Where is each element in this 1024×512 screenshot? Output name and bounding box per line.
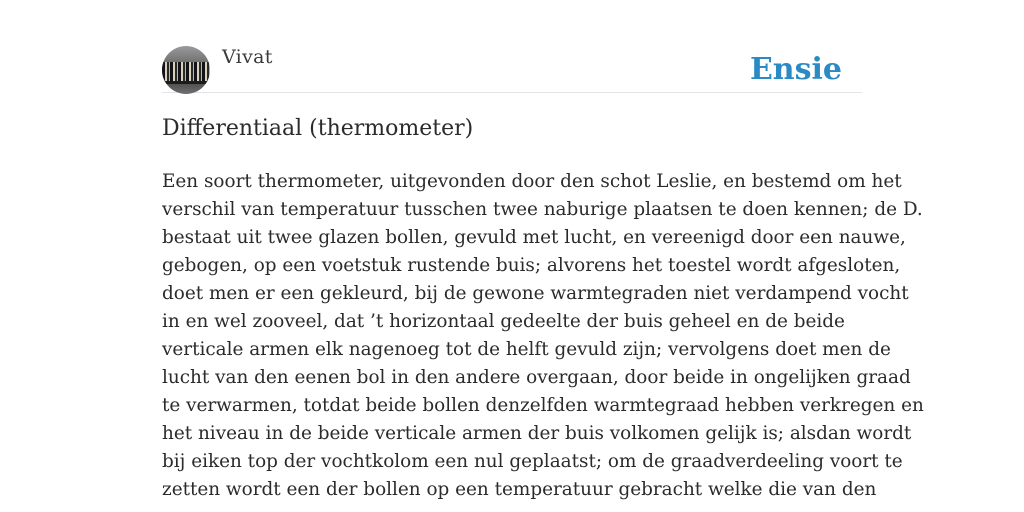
shelf-image (162, 81, 210, 84)
body-line: bestaat uit twee glazen bollen, gevuld met lucht, en vereenigd door een nauwe, (162, 227, 906, 248)
body-line: bij eiken top der vochtkolom een nul geplaatst; om de graadverdeeling voort te (162, 451, 903, 472)
body-line: in en wel zooveel, dat ’t horizontaal gedeelte der buis geheel en de beide (162, 311, 845, 332)
body-line: het niveau in de beide verticale armen der buis volkomen gelijk is; alsdan wordt (162, 423, 912, 444)
body-line: gebogen, op een voetstuk rustende buis; alvorens het toestel wordt afgesloten, (162, 255, 901, 276)
body-line: doet men er een gekleurd, bij de gewone warmtegraden niet verdampend vocht (162, 283, 909, 304)
brand-logo[interactable]: Ensie (749, 52, 842, 87)
page-title: Differentiaal (thermometer) (162, 116, 474, 141)
bookshelf-image (162, 62, 210, 82)
body-line: te verwarmen, totdat beide bollen denzelfden warmtegraad hebben verkregen en (162, 395, 924, 416)
author-name[interactable]: Vivat (222, 46, 273, 68)
body-line: Een soort thermometer, uitgevonden door den schot Leslie, en bestemd om het (162, 171, 902, 192)
body-line: zetten wordt een der bollen op een temperatuur gebracht welke die van den (162, 479, 877, 500)
body-line: lucht van den eenen bol in den andere overgaan, door beide in ongelijken graad (162, 367, 911, 388)
body-line: verticale armen elk nagenoeg tot de helft gevuld zijn; vervolgens doet men de (162, 339, 891, 360)
avatar[interactable] (162, 46, 210, 94)
article-body (162, 168, 924, 504)
body-line: verschil van temperatuur tusschen twee naburige plaatsen te doen kennen; de D. (162, 199, 923, 220)
header (162, 46, 862, 93)
